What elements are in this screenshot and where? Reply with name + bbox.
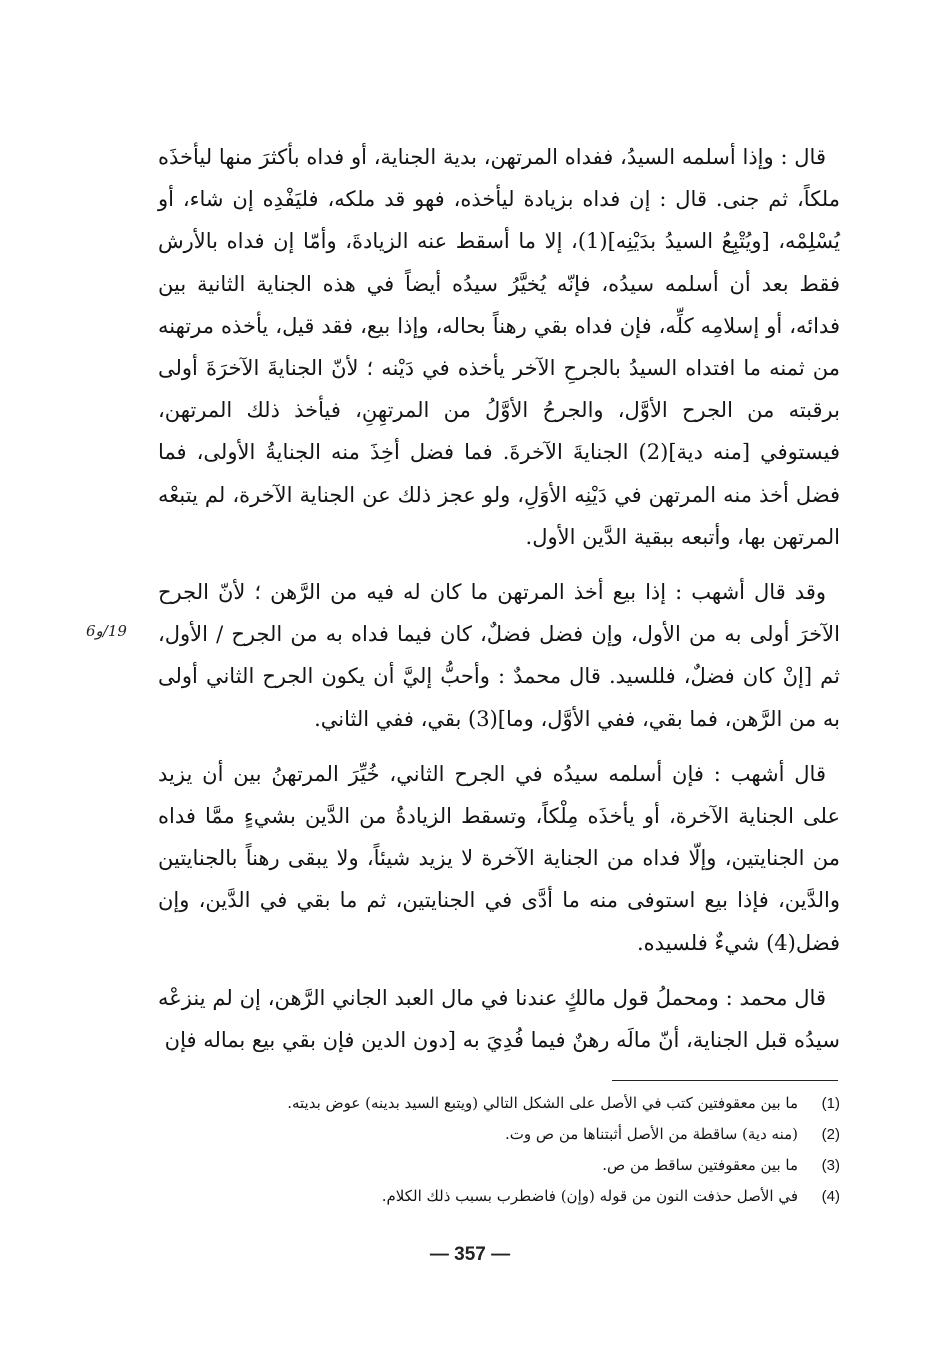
- paragraph-3: قال أشهب : فإن أسلمه سيدُه في الجرح الثاني، خُيِّرَ المرتهنُ بين أن يزيد على الجناية الآخرة، أو يأخذَه مِلْكاً، وتسقط الزيادةُ من الدَّين بشيءٍ ممَّا فداه من الجنايتين، وإلّا فداه من الجناية الآخرة لا يزيد شيئاً، ولا يبقى رهناً بالجنايتين والدَّين، فإذا بيع استوفى منه ما أدَّى في الجنايتين، ثم ما بقي في الدَّين، وإن فضل(4) شيءٌ فلسيده.: [158, 761, 840, 955]
- footnote-text: في الأصل حذفت النون من قوله (وإن) فاضطرب بسبب ذلك الكلام.: [381, 1187, 798, 1205]
- footnote-item: [200, 1181, 840, 1212]
- paragraph-1: قال : وإذا أسلمه السيدُ، ففداه المرتهن، بدية الجناية، أو فداه بأكثرَ منها ليأخذَه ملكاً، ثم جنى. قال : إن فداه بزيادة ليأخذه، فهو قد ملكه، فليَفْدِه إن شاء، أو يُسْلِمْه، [ويُتْبِعُ السيدُ بدَيْنِه](1)، إلا ما أسقط عنه الزيادةَ، وأمّا إن فداه بالأرش فقط بعد أن أسلمه سيدُه، فإنّه يُخيَّرُ سيدُه أيضاً في هذه الجناية الثانية بين فدائه، أو إسلامِه كلِّه، فإن فداه بقي رهناً بحاله، وإذا بيع، فقد قيل، يأخذه مرتهنه من ثمنه ما افتداه السيدُ بالجرحِ الآخر يأخذه في دَيْنه ؛ لأنّ الجنايةَ الآخرَةَ أولى برقبته من الجرح الأوَّل، والجرحُ الأوَّلُ من المرتهِنِ، فيأخذ ذلك المرتهن، فيستوفي [منه دية](2) الجنايةَ الآخرةَ. فما فضل أخِذَ منه الجنايةُ الأولى، فما فضل أخذ منه المرتهن في دَيْنِه الأوَلِ، ولو عجز ذلك عن الجناية الآخرة، لم يتبعْه المرتهن بها، وأتبعه ببقية الدَّين الأول.: [158, 145, 840, 549]
- page-number: — 357 —: [429, 1244, 511, 1265]
- footnote-text: ما بين معقوفتين ساقط من ص.: [602, 1156, 798, 1174]
- footnote-number: (1): [821, 1095, 840, 1112]
- footnote-text: ما بين معقوفتين كتب في الأصل على الشكل التالي (ويتبع السيد بدينه) عوض بديته.: [287, 1094, 798, 1112]
- footnote-number: (4): [821, 1188, 840, 1205]
- main-text: [158, 136, 840, 1061]
- footnote-item: [200, 1088, 840, 1119]
- footnote-text: (منه دية) ساقطة من الأصل أثبتناها من ص وت.: [505, 1125, 798, 1143]
- footnote-number: (3): [821, 1157, 840, 1174]
- footnotes: [200, 1088, 840, 1212]
- footnote-item: [200, 1150, 840, 1181]
- footnote-item: [200, 1119, 840, 1150]
- footnote-divider: [612, 1080, 838, 1081]
- manuscript-folio-marker: 19/و6: [86, 622, 127, 640]
- paragraph-4: قال محمد : ومحملُ قول مالكٍ عندنا في مال العبد الجاني الرَّهن، إن لم ينزعْه سيدُه قبل الجناية، أنّ مالَه رهنٌ فيما فُدِيَ به [دون الدين فإن بقي بيع بماله فإن: [158, 985, 840, 1053]
- paragraph-2: وقد قال أشهب : إذا بيع أخذ المرتهن ما كان له فيه من الرَّهن ؛ لأنّ الجرح الآخرَ أولى به من الأول، وإن فضل فضلٌ، كان فيما فداه به من الجرح / الأول، ثم [إنْ كان فضلٌ، فللسيد. قال محمدٌ : وأحبُّ إليَّ أن يكون الجرح الثاني أولى به من الرَّهن، فما بقي، ففي الأوَّل، وما](3) بقي، ففي الثاني.: [158, 580, 840, 731]
- footnote-number: (2): [821, 1126, 840, 1143]
